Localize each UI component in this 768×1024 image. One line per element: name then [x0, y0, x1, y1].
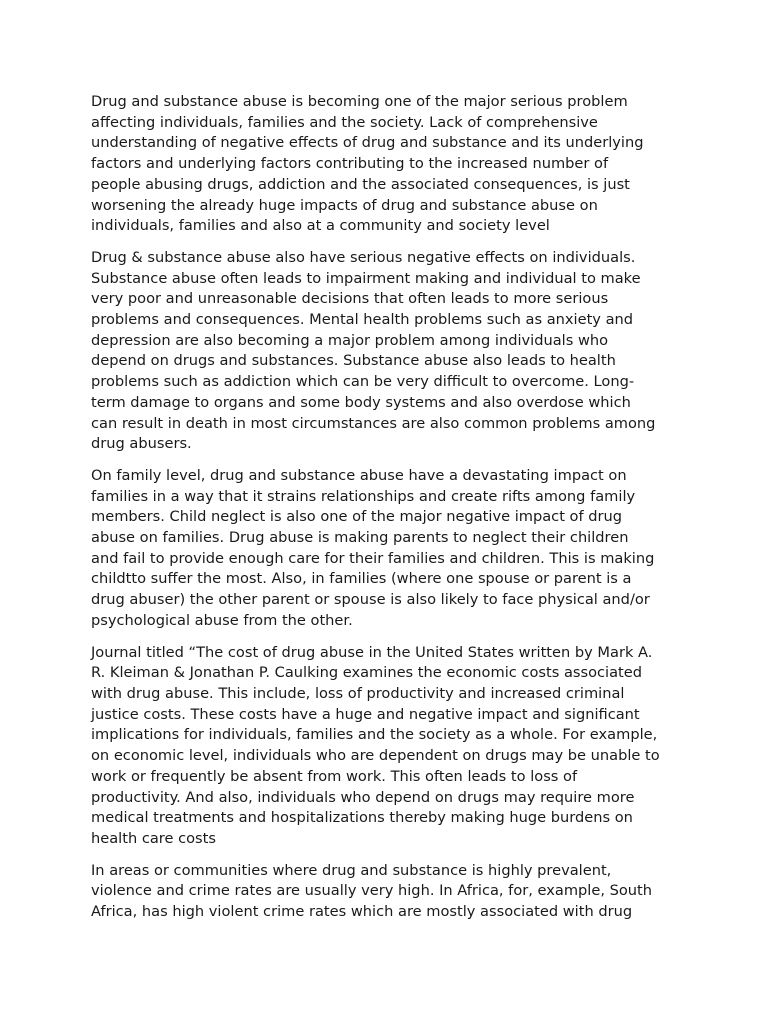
paragraph-family-effects: On family level, drug and substance abuse have a devastating impact on families in a way that it strains relationships and create rifts among family members. Child neglect is also one of the major negative impact of drug abuse on families. Drug abuse is making parents to neglect their children and fail to provide enough care for their families and children. This is making childtto suffer the most. Also, in families (where one spouse or parent is a drug abuser) the other parent or spouse is also likely to face physical and/or psychological abuse from the other.: [91, 466, 655, 629]
paragraph-economic-costs: Journal titled “The cost of drug abuse in the United States written by Mark A. R. Kleiman & Jonathan P. Caulking examines the economic costs associated with drug abuse. This include, loss of productivity and increased criminal justice costs. These costs have a huge and negative impact and significant implications for individuals, families and the society as a whole. For example, on economic level, individuals who are dependent on drugs may be unable to work or frequently be absent from work. This often leads to loss of productivity. And also, individuals who depend on drugs may require more medical treatments and hospitalizations thereby making huge burdens on health care costs: [91, 643, 660, 847]
paragraph-individual-effects: Drug & substance abuse also have serious negative effects on individuals. Substance abuse often leads to impairment making and individual to make very poor and unreasonable decisions that often leads to more serious problems and consequences. Mental health problems such as anxiety and depression are also becoming a major problem among individuals who depend on drugs and substances. Substance abuse also leads to health problems such as addiction which can be very difficult to overcome. Long- term damage to organs and some body systems and also overdose which can result in death in most circumstances are also common problems among drug abusers.: [91, 248, 656, 453]
paragraph-intro: Drug and substance abuse is becoming one of the major serious problem affecting individuals, families and the society. Lack of comprehensive understanding of negative effects of drug and substance and its underlying factors and underlying factors contributing to the increased number of people abusing drugs, addiction and the associated consequences, is just worsening the already huge impacts of drug and substance abuse on individuals, families and also at a community and society level: [91, 93, 644, 235]
paragraph-crime-violence: In areas or communities where drug and substance is highly prevalent, violence and crime rates are usually very high. In Africa, for, example, South Africa, has high violent crime rates which are mostly associated with drug: [91, 861, 653, 921]
